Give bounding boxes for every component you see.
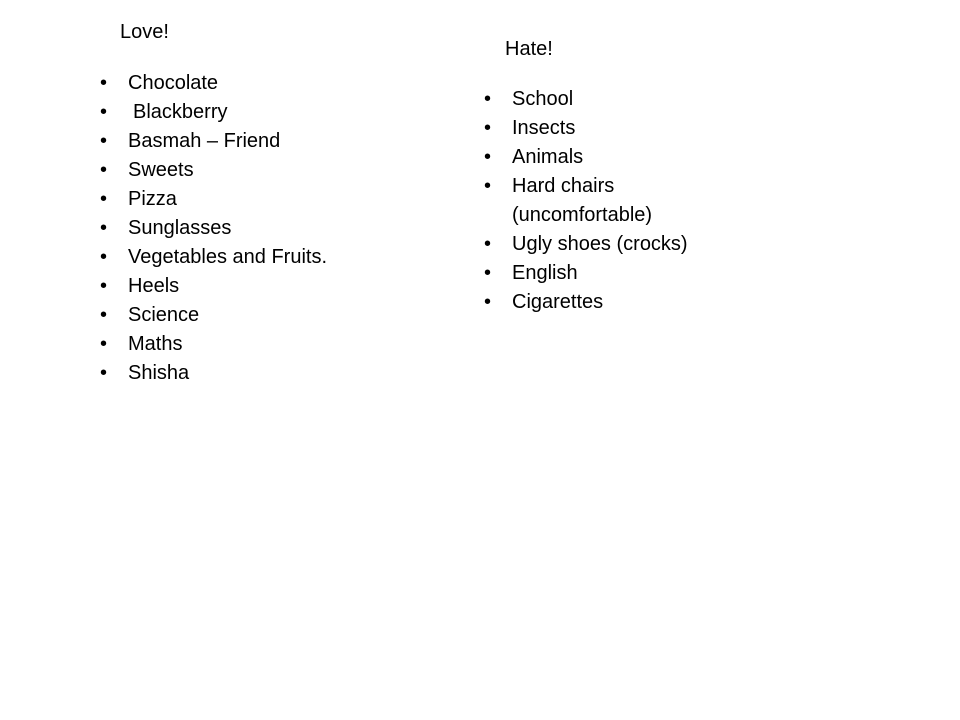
love-heading: Love! — [120, 21, 169, 43]
list-item — [100, 272, 400, 301]
hate-heading: Hate! — [505, 38, 553, 60]
list-item-text: Insects — [512, 117, 576, 139]
list-item-text: Vegetables and Fruits. — [128, 246, 328, 268]
list-item-text: Maths — [128, 333, 183, 355]
list-item — [100, 98, 400, 127]
bullet-icon: • — [484, 117, 492, 139]
list-item — [100, 214, 400, 243]
bullet-icon: • — [100, 159, 108, 181]
list-item-text: Science — [128, 304, 200, 326]
list-item — [484, 85, 714, 114]
list-item — [484, 172, 714, 230]
bullet-icon: • — [100, 246, 108, 268]
list-item-text: Basmah – Friend — [128, 130, 281, 152]
bullet-icon: • — [484, 233, 492, 255]
list-item — [100, 156, 400, 185]
list-item-text: Ugly shoes (crocks) — [512, 233, 688, 255]
love-list — [100, 69, 400, 388]
list-item — [100, 69, 400, 98]
bullet-icon: • — [100, 72, 108, 94]
list-item-text: School — [512, 88, 574, 110]
list-item-text: Chocolate — [128, 72, 219, 94]
list-item — [100, 330, 400, 359]
bullet-icon: • — [484, 291, 492, 313]
list-item-text: Blackberry — [133, 101, 228, 123]
bullet-icon: • — [484, 146, 492, 168]
list-item — [100, 127, 400, 156]
list-item-text: Hard chairs (uncomfortable) — [512, 175, 653, 226]
bullet-icon: • — [100, 101, 108, 123]
list-item-text: Cigarettes — [512, 291, 604, 313]
list-item — [484, 288, 714, 317]
list-item — [100, 243, 400, 272]
list-item-text: Shisha — [128, 362, 190, 384]
bullet-icon: • — [100, 333, 108, 355]
bullet-icon: • — [100, 130, 108, 152]
list-item — [100, 301, 400, 330]
list-item-text: Sweets — [128, 159, 194, 181]
bullet-icon: • — [100, 275, 108, 297]
list-item — [484, 259, 714, 288]
list-item — [484, 230, 714, 259]
list-item-text: Pizza — [128, 188, 177, 210]
bullet-icon: • — [100, 217, 108, 239]
list-item-text: Heels — [128, 275, 180, 297]
bullet-icon: • — [100, 362, 108, 384]
bullet-icon: • — [484, 175, 492, 197]
list-item-text: English — [512, 262, 578, 284]
list-item-text: Animals — [512, 146, 584, 168]
list-item — [100, 359, 400, 388]
list-item — [484, 114, 714, 143]
bullet-icon: • — [100, 304, 108, 326]
list-item — [484, 143, 714, 172]
hate-list — [484, 85, 714, 317]
bullet-icon: • — [100, 188, 108, 210]
list-item — [100, 185, 400, 214]
bullet-icon: • — [484, 262, 492, 284]
bullet-icon: • — [484, 88, 492, 110]
list-item-text: Sunglasses — [128, 217, 232, 239]
